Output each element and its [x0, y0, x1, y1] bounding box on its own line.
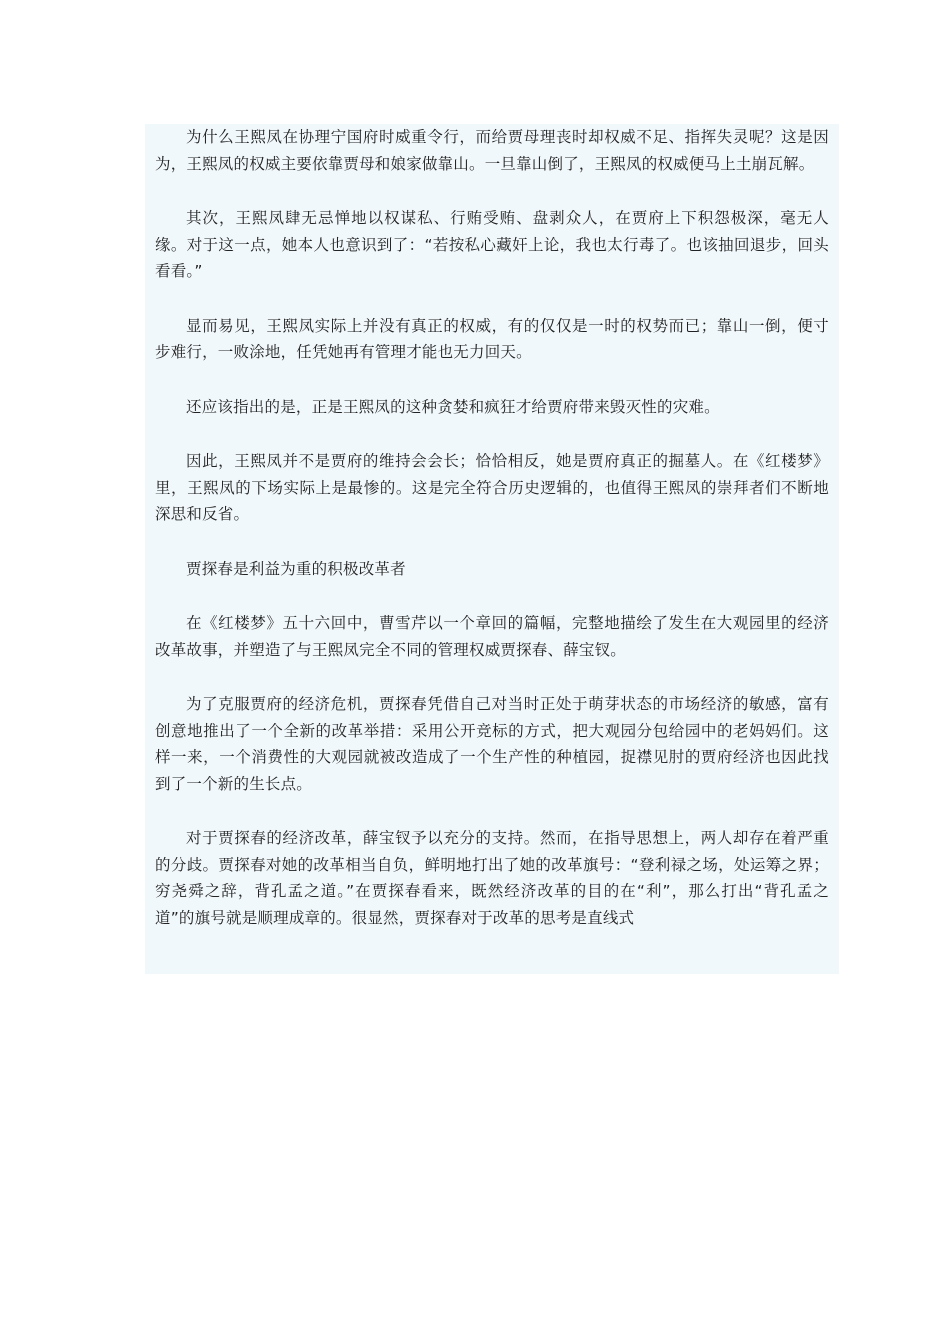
paragraph-5: 因此，王熙凤并不是贾府的维持会会长；恰恰相反，她是贾府真正的掘墓人。在《红楼梦》里，王熙凤的下场实际上是最惨的。这是完全符合历史逻辑的，也值得王熙凤的崇拜者们不断地深思和反省。: [155, 452, 829, 523]
paragraph-8: 对于贾探春的经济改革，薛宝钗予以充分的支持。然而，在指导思想上，两人却存在着严重的分歧。贾探春对她的改革相当自负，鲜明地打出了她的改革旗号：“登利禄之场，处运筹之界；穷尧舜之辞，背孔孟之道。”在贾探春看来，既然经济改革的目的在“利”，那么打出“背孔孟之道”的旗号就是顺理成章的。很显然，贾探春对于改革的思考是直线式: [155, 829, 829, 927]
section-heading: 贾探春是利益为重的积极改革者: [186, 559, 406, 578]
paragraph-gap: [155, 285, 829, 313]
paragraph-6: 在《红楼梦》五十六回中，曹雪芹以一个章回的篇幅，完整地描绘了发生在大观园里的经济改革故事，并塑造了与王熙凤完全不同的管理权威贾探春、薛宝钗。: [155, 614, 829, 659]
paragraph-1: 为什么王熙凤在协理宁国府时威重令行，而给贾母理丧时却权威不足、指挥失灵呢？这是因为，王熙凤的权威主要依靠贾母和娘家做靠山。一旦靠山倒了，王熙凤的权威便马上土崩瓦解。: [155, 128, 829, 173]
paragraph-7: 为了克服贾府的经济危机，贾探春凭借自己对当时正处于萌芽状态的市场经济的敏感，富有创意地推出了一个全新的改革举措：采用公开竞标的方式，把大观园分包给园中的老妈妈们。这样一来，一个消费性的大观园就被改造成了一个生产性的种植园，捉襟见肘的贾府经济也因此找到了一个新的生长点。: [155, 695, 829, 793]
paragraph-4: 还应该指出的是，正是王熙凤的这种贪婪和疯狂才给贾府带来毁灭性的灾难。: [186, 397, 720, 416]
paragraph-gap: [155, 797, 829, 825]
paragraph-gap: [155, 528, 829, 556]
article-text-panel: [145, 124, 839, 974]
paragraph-gap: [155, 420, 829, 448]
paragraph-3: 显而易见，王熙凤实际上并没有真正的权威，有的仅仅是一时的权势而已；靠山一倒，便寸步难行，一败涂地，任凭她再有管理才能也无力回天。: [155, 316, 829, 361]
paragraph-gap: [155, 582, 829, 610]
paragraph-2: 其次，王熙凤肆无忌惮地以权谋私、行贿受贿、盘剥众人，在贾府上下积怨极深，毫无人缘。对于这一点，她本人也意识到了：“若按私心藏奸上论，我也太行毒了。也该抽回退步，回头看看。”: [155, 209, 829, 280]
paragraph-gap: [155, 366, 829, 394]
paragraph-gap: [155, 663, 829, 691]
paragraph-gap: [155, 177, 829, 205]
